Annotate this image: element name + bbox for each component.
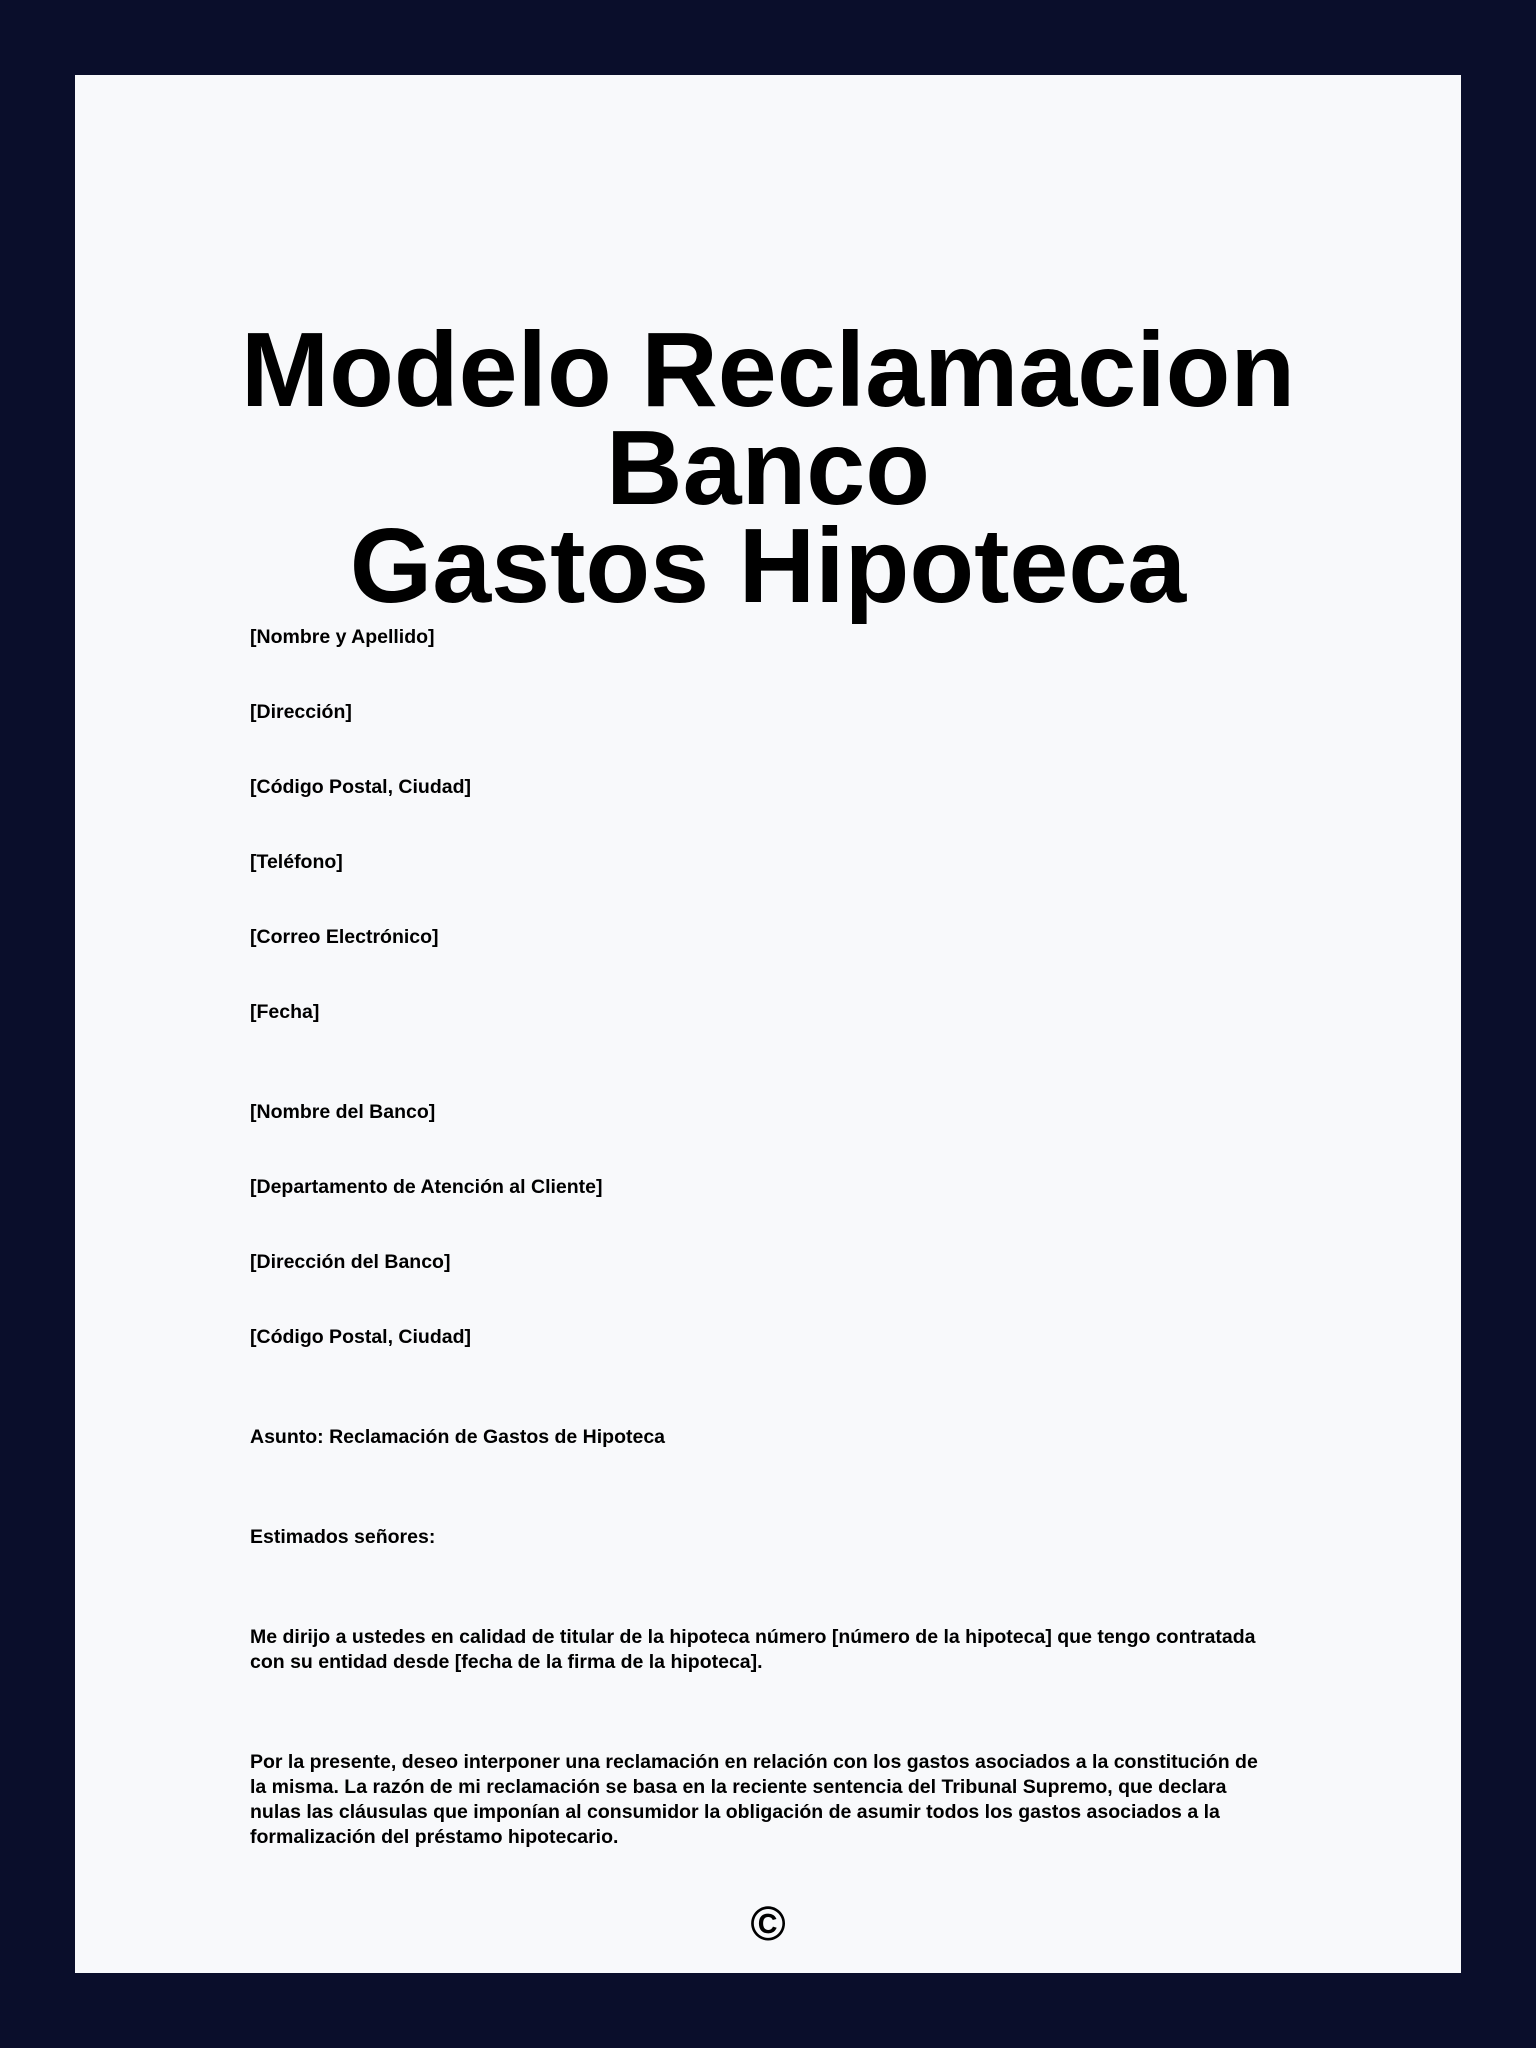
copyright-icon: © <box>750 1898 786 1951</box>
sender-email: [Correo Electrónico] <box>250 926 439 948</box>
recipient-department: [Departamento de Atención al Cliente] <box>250 1176 603 1198</box>
letter-paragraph-2: Por la presente, deseo interponer una reclamación en relación con los gastos asociados a la constitución de la misma. La razón de mi reclamación se basa en la reciente sentencia del Tribunal Supremo, que declara nulas las cláusulas que imponían al consumidor la obligación de asumir todos los gastos asociados a la formalización del préstamo hipotecario. <box>250 1751 1258 1848</box>
document-title <box>75 311 1461 625</box>
letter-greeting: Estimados señores: <box>250 1526 436 1548</box>
document-title-line-1: Modelo Reclamacion Banco <box>240 311 1296 527</box>
letter-date: [Fecha] <box>250 1001 320 1023</box>
recipient-postal-city: [Código Postal, Ciudad] <box>250 1326 471 1348</box>
sender-name: [Nombre y Apellido] <box>250 626 435 648</box>
recipient-address: [Dirección del Banco] <box>250 1251 451 1273</box>
sender-phone: [Teléfono] <box>250 851 343 873</box>
recipient-bank-name: [Nombre del Banco] <box>250 1101 436 1123</box>
document-title-line-2: Gastos Hipoteca <box>349 507 1187 625</box>
sender-address: [Dirección] <box>250 701 352 723</box>
letter-paragraph-1: Me dirijo a ustedes en calidad de titular de la hipoteca número [número de la hipoteca] que tengo contratada con su entidad desde [fecha de la firma de la hipoteca]. <box>250 1626 1256 1673</box>
sender-postal-city: [Código Postal, Ciudad] <box>250 776 471 798</box>
letter-subject: Asunto: Reclamación de Gastos de Hipoteca <box>250 1426 666 1448</box>
document-page <box>75 75 1461 1973</box>
